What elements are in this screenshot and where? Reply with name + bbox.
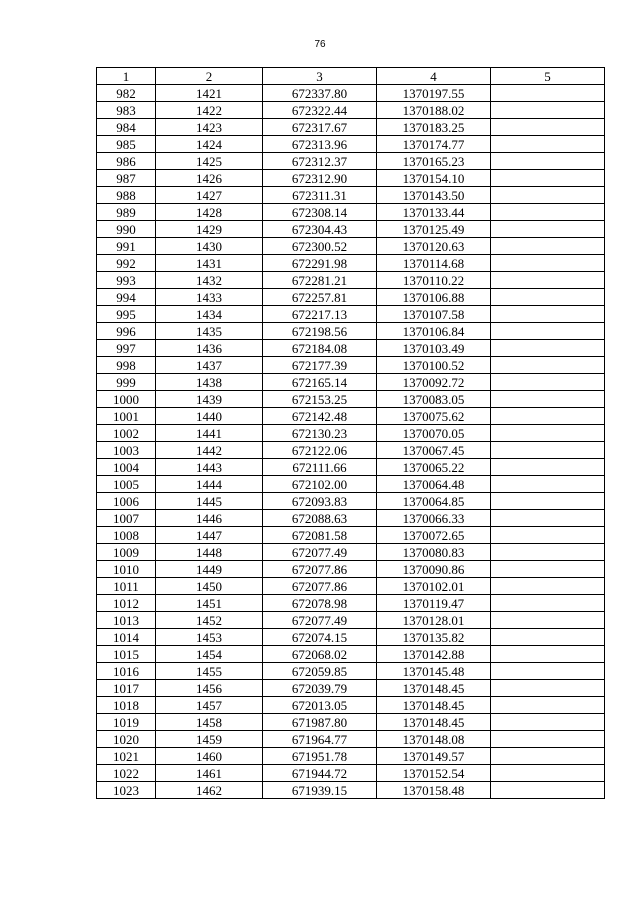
table-cell-col-4: 1370145.48 — [377, 663, 491, 680]
table-cell-col-2: 1456 — [156, 680, 263, 697]
table-cell-col-4: 1370148.08 — [377, 731, 491, 748]
table-cell-col-5 — [491, 510, 605, 527]
table-cell-col-3: 672077.49 — [263, 544, 377, 561]
table-cell-col-4: 1370125.49 — [377, 221, 491, 238]
table-cell-col-4: 1370197.55 — [377, 85, 491, 102]
table-row — [97, 527, 605, 544]
table-cell-col-3: 672122.06 — [263, 442, 377, 459]
table-cell-col-3: 672077.86 — [263, 578, 377, 595]
table-cell-col-3: 672317.67 — [263, 119, 377, 136]
table-cell-col-2: 1441 — [156, 425, 263, 442]
table-cell-col-4: 1370072.65 — [377, 527, 491, 544]
table-row — [97, 544, 605, 561]
table-cell-col-1: 1017 — [97, 680, 156, 697]
table-cell-col-4: 1370070.05 — [377, 425, 491, 442]
table-cell-col-2: 1425 — [156, 153, 263, 170]
table-cell-col-1: 994 — [97, 289, 156, 306]
table-cell-col-5 — [491, 391, 605, 408]
table-row — [97, 340, 605, 357]
table-cell-col-2: 1440 — [156, 408, 263, 425]
table-cell-col-2: 1435 — [156, 323, 263, 340]
table-cell-col-1: 999 — [97, 374, 156, 391]
table-cell-col-3: 672313.96 — [263, 136, 377, 153]
header-cell-3: 3 — [263, 68, 377, 85]
header-cell-2: 2 — [156, 68, 263, 85]
table-cell-col-5 — [491, 136, 605, 153]
table-cell-col-4: 1370152.54 — [377, 765, 491, 782]
table-row — [97, 442, 605, 459]
table-cell-col-1: 987 — [97, 170, 156, 187]
table-cell-col-2: 1458 — [156, 714, 263, 731]
table-row — [97, 510, 605, 527]
table-cell-col-1: 993 — [97, 272, 156, 289]
table-cell-col-1: 1002 — [97, 425, 156, 442]
table-row — [97, 765, 605, 782]
table-cell-col-5 — [491, 697, 605, 714]
table-cell-col-5 — [491, 187, 605, 204]
table-row — [97, 187, 605, 204]
table-cell-col-5 — [491, 153, 605, 170]
table-cell-col-2: 1453 — [156, 629, 263, 646]
table-cell-col-3: 672322.44 — [263, 102, 377, 119]
header-cell-4: 4 — [377, 68, 491, 85]
table-cell-col-3: 672088.63 — [263, 510, 377, 527]
table-cell-col-1: 992 — [97, 255, 156, 272]
table-cell-col-3: 672077.49 — [263, 612, 377, 629]
table-cell-col-3: 671987.80 — [263, 714, 377, 731]
table-cell-col-4: 1370174.77 — [377, 136, 491, 153]
table-cell-col-3: 672311.31 — [263, 187, 377, 204]
table-cell-col-2: 1438 — [156, 374, 263, 391]
table-cell-col-2: 1454 — [156, 646, 263, 663]
table-cell-col-5 — [491, 340, 605, 357]
table-cell-col-2: 1460 — [156, 748, 263, 765]
table-cell-col-3: 672165.14 — [263, 374, 377, 391]
table-cell-col-5 — [491, 238, 605, 255]
table-cell-col-3: 672300.52 — [263, 238, 377, 255]
table-row — [97, 238, 605, 255]
table-cell-col-3: 672078.98 — [263, 595, 377, 612]
table-cell-col-4: 1370106.88 — [377, 289, 491, 306]
table-cell-col-4: 1370066.33 — [377, 510, 491, 527]
table-cell-col-2: 1429 — [156, 221, 263, 238]
table-cell-col-2: 1421 — [156, 85, 263, 102]
table-row — [97, 714, 605, 731]
table-cell-col-4: 1370065.22 — [377, 459, 491, 476]
table-cell-col-5 — [491, 629, 605, 646]
table-cell-col-4: 1370148.45 — [377, 697, 491, 714]
table-cell-col-2: 1445 — [156, 493, 263, 510]
table-cell-col-1: 1003 — [97, 442, 156, 459]
table-cell-col-5 — [491, 85, 605, 102]
table-cell-col-1: 991 — [97, 238, 156, 255]
table-row — [97, 663, 605, 680]
table-cell-col-1: 995 — [97, 306, 156, 323]
table-cell-col-1: 1000 — [97, 391, 156, 408]
table-cell-col-4: 1370165.23 — [377, 153, 491, 170]
table-row — [97, 306, 605, 323]
table-cell-col-5 — [491, 323, 605, 340]
table-cell-col-2: 1437 — [156, 357, 263, 374]
table-cell-col-5 — [491, 272, 605, 289]
table-cell-col-5 — [491, 561, 605, 578]
table-cell-col-3: 672308.14 — [263, 204, 377, 221]
table-row — [97, 255, 605, 272]
table-cell-col-2: 1451 — [156, 595, 263, 612]
table-row — [97, 731, 605, 748]
table-cell-col-4: 1370080.83 — [377, 544, 491, 561]
table-cell-col-2: 1442 — [156, 442, 263, 459]
table-cell-col-2: 1439 — [156, 391, 263, 408]
table-header — [97, 68, 605, 85]
table-cell-col-5 — [491, 595, 605, 612]
table-cell-col-1: 1018 — [97, 697, 156, 714]
table-row — [97, 357, 605, 374]
table-cell-col-1: 1020 — [97, 731, 156, 748]
table-cell-col-3: 672081.58 — [263, 527, 377, 544]
table-cell-col-4: 1370148.45 — [377, 714, 491, 731]
table-row — [97, 136, 605, 153]
table-cell-col-1: 1010 — [97, 561, 156, 578]
table-cell-col-1: 1023 — [97, 782, 156, 799]
table-row — [97, 748, 605, 765]
table-cell-col-2: 1447 — [156, 527, 263, 544]
table-cell-col-1: 1012 — [97, 595, 156, 612]
table-cell-col-3: 672312.37 — [263, 153, 377, 170]
table-cell-col-1: 1021 — [97, 748, 156, 765]
table-cell-col-2: 1424 — [156, 136, 263, 153]
table-cell-col-1: 1011 — [97, 578, 156, 595]
table-cell-col-4: 1370092.72 — [377, 374, 491, 391]
table-cell-col-4: 1370102.01 — [377, 578, 491, 595]
table-cell-col-2: 1452 — [156, 612, 263, 629]
table-cell-col-5 — [491, 748, 605, 765]
table-cell-col-1: 1008 — [97, 527, 156, 544]
table-row — [97, 459, 605, 476]
table-cell-col-2: 1449 — [156, 561, 263, 578]
table-cell-col-5 — [491, 408, 605, 425]
table-cell-col-1: 985 — [97, 136, 156, 153]
table-cell-col-5 — [491, 476, 605, 493]
table-cell-col-2: 1433 — [156, 289, 263, 306]
table-cell-col-5 — [491, 102, 605, 119]
table-row — [97, 119, 605, 136]
table-cell-col-3: 672281.21 — [263, 272, 377, 289]
table-cell-col-1: 1014 — [97, 629, 156, 646]
table-cell-col-1: 1007 — [97, 510, 156, 527]
table-cell-col-1: 990 — [97, 221, 156, 238]
table-cell-col-4: 1370154.10 — [377, 170, 491, 187]
table-cell-col-3: 671939.15 — [263, 782, 377, 799]
table-row — [97, 272, 605, 289]
table-cell-col-1: 1004 — [97, 459, 156, 476]
table-cell-col-3: 671964.77 — [263, 731, 377, 748]
table-row — [97, 323, 605, 340]
table-cell-col-1: 986 — [97, 153, 156, 170]
table-cell-col-3: 671951.78 — [263, 748, 377, 765]
table-cell-col-3: 672337.80 — [263, 85, 377, 102]
table-row — [97, 561, 605, 578]
table-cell-col-1: 1005 — [97, 476, 156, 493]
coordinates-table — [96, 67, 605, 799]
table-cell-col-5 — [491, 765, 605, 782]
table-cell-col-2: 1455 — [156, 663, 263, 680]
table-cell-col-5 — [491, 289, 605, 306]
table-cell-col-1: 983 — [97, 102, 156, 119]
table-cell-col-3: 671944.72 — [263, 765, 377, 782]
table-cell-col-5 — [491, 204, 605, 221]
table-cell-col-4: 1370119.47 — [377, 595, 491, 612]
table-cell-col-3: 672093.83 — [263, 493, 377, 510]
table-cell-col-5 — [491, 544, 605, 561]
table-cell-col-2: 1428 — [156, 204, 263, 221]
table-cell-col-2: 1436 — [156, 340, 263, 357]
table-row — [97, 578, 605, 595]
table-cell-col-3: 672111.66 — [263, 459, 377, 476]
table-cell-col-4: 1370106.84 — [377, 323, 491, 340]
table-row — [97, 697, 605, 714]
table-cell-col-2: 1457 — [156, 697, 263, 714]
table-cell-col-4: 1370064.85 — [377, 493, 491, 510]
table-cell-col-5 — [491, 527, 605, 544]
table-row — [97, 391, 605, 408]
table-cell-col-3: 672217.13 — [263, 306, 377, 323]
table-cell-col-5 — [491, 782, 605, 799]
table-cell-col-3: 672059.85 — [263, 663, 377, 680]
table-row — [97, 408, 605, 425]
table-cell-col-5 — [491, 731, 605, 748]
table-cell-col-1: 1015 — [97, 646, 156, 663]
table-cell-col-4: 1370103.49 — [377, 340, 491, 357]
table-cell-col-5 — [491, 374, 605, 391]
table-cell-col-2: 1444 — [156, 476, 263, 493]
table-cell-col-2: 1448 — [156, 544, 263, 561]
header-cell-1: 1 — [97, 68, 156, 85]
table-cell-col-2: 1423 — [156, 119, 263, 136]
table-row — [97, 680, 605, 697]
table-cell-col-4: 1370133.44 — [377, 204, 491, 221]
table-cell-col-5 — [491, 221, 605, 238]
table-cell-col-1: 989 — [97, 204, 156, 221]
table-cell-col-5 — [491, 493, 605, 510]
table-row — [97, 476, 605, 493]
table-cell-col-3: 672102.00 — [263, 476, 377, 493]
table-cell-col-1: 1013 — [97, 612, 156, 629]
table-cell-col-1: 982 — [97, 85, 156, 102]
table-cell-col-1: 997 — [97, 340, 156, 357]
table-cell-col-1: 1016 — [97, 663, 156, 680]
table-cell-col-3: 672312.90 — [263, 170, 377, 187]
header-row — [97, 68, 605, 85]
table-cell-col-1: 984 — [97, 119, 156, 136]
table-cell-col-2: 1462 — [156, 782, 263, 799]
table-cell-col-2: 1434 — [156, 306, 263, 323]
table-row — [97, 221, 605, 238]
table-cell-col-4: 1370110.22 — [377, 272, 491, 289]
table-cell-col-4: 1370148.45 — [377, 680, 491, 697]
table-cell-col-5 — [491, 612, 605, 629]
table-cell-col-1: 1001 — [97, 408, 156, 425]
table-row — [97, 425, 605, 442]
table-cell-col-4: 1370120.63 — [377, 238, 491, 255]
header-cell-5: 5 — [491, 68, 605, 85]
table-cell-col-4: 1370107.58 — [377, 306, 491, 323]
table-row — [97, 204, 605, 221]
table-cell-col-3: 672068.02 — [263, 646, 377, 663]
table-cell-col-1: 1022 — [97, 765, 156, 782]
table-cell-col-5 — [491, 442, 605, 459]
table-row — [97, 629, 605, 646]
table-cell-col-2: 1422 — [156, 102, 263, 119]
table-cell-col-3: 672153.25 — [263, 391, 377, 408]
table-cell-col-1: 1019 — [97, 714, 156, 731]
table-cell-col-3: 672184.08 — [263, 340, 377, 357]
table-row — [97, 85, 605, 102]
table-cell-col-4: 1370142.88 — [377, 646, 491, 663]
table-cell-col-1: 1006 — [97, 493, 156, 510]
table-cell-col-5 — [491, 255, 605, 272]
table-row — [97, 782, 605, 799]
table-cell-col-2: 1461 — [156, 765, 263, 782]
table-row — [97, 374, 605, 391]
table-body — [97, 85, 605, 799]
table-cell-col-5 — [491, 357, 605, 374]
table-cell-col-5 — [491, 170, 605, 187]
table-cell-col-5 — [491, 680, 605, 697]
table-cell-col-3: 672291.98 — [263, 255, 377, 272]
table-cell-col-2: 1446 — [156, 510, 263, 527]
table-cell-col-4: 1370135.82 — [377, 629, 491, 646]
table-cell-col-2: 1427 — [156, 187, 263, 204]
table-cell-col-4: 1370067.45 — [377, 442, 491, 459]
table-cell-col-1: 998 — [97, 357, 156, 374]
table-cell-col-5 — [491, 119, 605, 136]
page-number: 76 — [314, 39, 326, 50]
table-cell-col-2: 1459 — [156, 731, 263, 748]
table-cell-col-3: 672077.86 — [263, 561, 377, 578]
table-cell-col-2: 1430 — [156, 238, 263, 255]
table-cell-col-2: 1426 — [156, 170, 263, 187]
table-row — [97, 289, 605, 306]
table-row — [97, 595, 605, 612]
table-cell-col-5 — [491, 663, 605, 680]
table-cell-col-3: 672130.23 — [263, 425, 377, 442]
table-cell-col-3: 672039.79 — [263, 680, 377, 697]
table-cell-col-2: 1443 — [156, 459, 263, 476]
table-row — [97, 102, 605, 119]
table-cell-col-3: 672198.56 — [263, 323, 377, 340]
table-cell-col-4: 1370149.57 — [377, 748, 491, 765]
table-cell-col-3: 672304.43 — [263, 221, 377, 238]
table-cell-col-5 — [491, 306, 605, 323]
table-cell-col-2: 1431 — [156, 255, 263, 272]
table-cell-col-4: 1370143.50 — [377, 187, 491, 204]
table-row — [97, 170, 605, 187]
table-cell-col-4: 1370183.25 — [377, 119, 491, 136]
table-cell-col-4: 1370064.48 — [377, 476, 491, 493]
table-cell-col-4: 1370188.02 — [377, 102, 491, 119]
table-row — [97, 153, 605, 170]
table-cell-col-3: 672177.39 — [263, 357, 377, 374]
table-cell-col-2: 1432 — [156, 272, 263, 289]
table-cell-col-3: 672142.48 — [263, 408, 377, 425]
table-cell-col-4: 1370075.62 — [377, 408, 491, 425]
table-cell-col-5 — [491, 425, 605, 442]
table-cell-col-5 — [491, 578, 605, 595]
table-cell-col-1: 988 — [97, 187, 156, 204]
table-cell-col-4: 1370083.05 — [377, 391, 491, 408]
table-cell-col-5 — [491, 714, 605, 731]
table-cell-col-1: 996 — [97, 323, 156, 340]
table-cell-col-2: 1450 — [156, 578, 263, 595]
table-cell-col-4: 1370100.52 — [377, 357, 491, 374]
table-cell-col-3: 672074.15 — [263, 629, 377, 646]
table-cell-col-4: 1370128.01 — [377, 612, 491, 629]
table-cell-col-4: 1370158.48 — [377, 782, 491, 799]
table-row — [97, 612, 605, 629]
table-cell-col-3: 672257.81 — [263, 289, 377, 306]
table-cell-col-5 — [491, 646, 605, 663]
table-cell-col-1: 1009 — [97, 544, 156, 561]
table-cell-col-3: 672013.05 — [263, 697, 377, 714]
table-cell-col-4: 1370090.86 — [377, 561, 491, 578]
table-row — [97, 646, 605, 663]
table-cell-col-4: 1370114.68 — [377, 255, 491, 272]
table-row — [97, 493, 605, 510]
table-cell-col-5 — [491, 459, 605, 476]
